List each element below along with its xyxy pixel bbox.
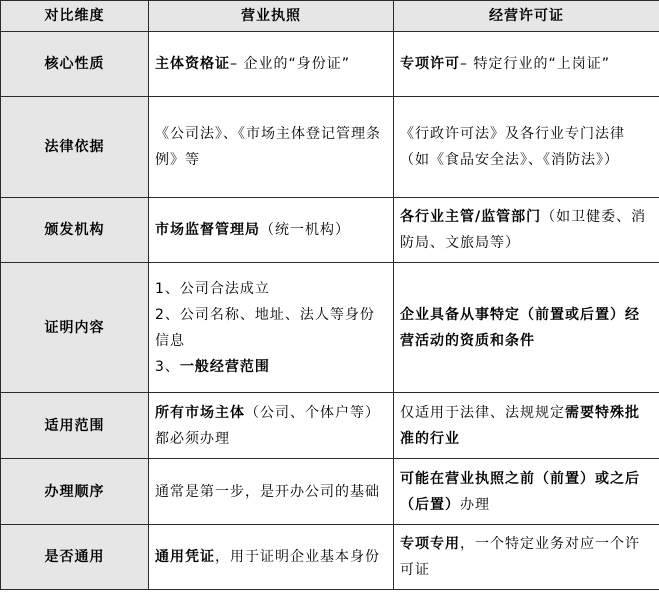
list-item xyxy=(155,354,387,380)
emphasis-text: 需要特殊批准的行业 xyxy=(400,404,640,447)
row-dimension: 法律依据 xyxy=(1,97,149,198)
detail-text: （公司、个体户等）都必须办理 xyxy=(155,404,380,447)
business-license-cell xyxy=(149,32,394,97)
business-license-cell xyxy=(149,263,394,393)
detail-text: – 特定行业的“上岗证” xyxy=(460,56,610,72)
operating-permit-cell xyxy=(394,263,659,393)
business-license-cell xyxy=(149,198,394,263)
table-row xyxy=(1,393,659,459)
header-row xyxy=(1,1,659,32)
emphasis-text: 专项专用 xyxy=(400,536,460,552)
operating-permit-cell xyxy=(394,198,659,263)
detail-text: 仅适用于法律、法规规定 xyxy=(400,404,565,421)
detail-text: ，一个特定业务对应一个许可证 xyxy=(400,536,640,578)
operating-permit-cell xyxy=(394,32,659,97)
table-row xyxy=(1,32,659,97)
table-row xyxy=(1,97,659,198)
header-dimension: 对比维度 xyxy=(1,1,149,32)
detail-text: 办理 xyxy=(460,496,490,513)
operating-permit-cell xyxy=(394,459,659,525)
list-number: 3、 xyxy=(155,358,180,375)
emphasis-text: 所有市场主体 xyxy=(155,404,245,421)
business-license-cell xyxy=(149,393,394,459)
detail-text: 《公司法》、《市场主体登记管理条例》等 xyxy=(155,126,381,168)
row-dimension: 办理顺序 xyxy=(1,459,149,525)
list-item: 2、公司名称、地址、法人等身份信息 xyxy=(155,306,375,349)
emphasis-text: 主体资格证 xyxy=(155,56,230,72)
table-row xyxy=(1,525,659,590)
detail-text: – 企业的“身份证” xyxy=(230,56,350,72)
emphasis-text: 各行业主管/监管部门 xyxy=(400,209,542,225)
detail-text: ，用于证明企业基本身份 xyxy=(215,549,380,565)
operating-permit-cell xyxy=(394,525,659,590)
detail-text: （统一机构） xyxy=(260,222,350,238)
emphasis-text: 企业具备从事特定（前置或后置）经营活动的资质和条件 xyxy=(400,306,640,349)
emphasis-text: 一般经营范围 xyxy=(179,358,270,375)
table-row xyxy=(1,263,659,393)
row-dimension: 核心性质 xyxy=(1,32,149,97)
business-license-cell xyxy=(149,97,394,198)
detail-text: 通常是第一步，是开办公司的基础 xyxy=(155,483,380,500)
business-license-cell xyxy=(149,525,394,590)
table-row xyxy=(1,459,659,525)
row-dimension: 证明内容 xyxy=(1,263,149,393)
emphasis-text: 市场监督管理局 xyxy=(155,222,260,238)
business-license-cell xyxy=(149,459,394,525)
emphasis-text: 通用凭证 xyxy=(155,549,215,565)
operating-permit-cell xyxy=(394,97,659,198)
header-operating-permit: 经营许可证 xyxy=(394,1,659,32)
emphasis-text: 可能在营业执照之前（前置）或之后（后置） xyxy=(400,470,640,513)
table-row xyxy=(1,198,659,263)
row-dimension: 适用范围 xyxy=(1,393,149,459)
detail-text: （如卫健委、消防局、文旅局等） xyxy=(400,209,647,251)
list-item: 1、公司合法成立 xyxy=(155,280,270,297)
operating-permit-cell xyxy=(394,393,659,459)
emphasis-text: 专项许可 xyxy=(400,56,460,72)
row-dimension: 颁发机构 xyxy=(1,198,149,263)
detail-text: 《行政许可法》及各行业专门法律（如《食品安全法》、《消防法》） xyxy=(400,126,625,168)
row-dimension: 是否通用 xyxy=(1,525,149,590)
header-business-license: 营业执照 xyxy=(149,1,394,32)
